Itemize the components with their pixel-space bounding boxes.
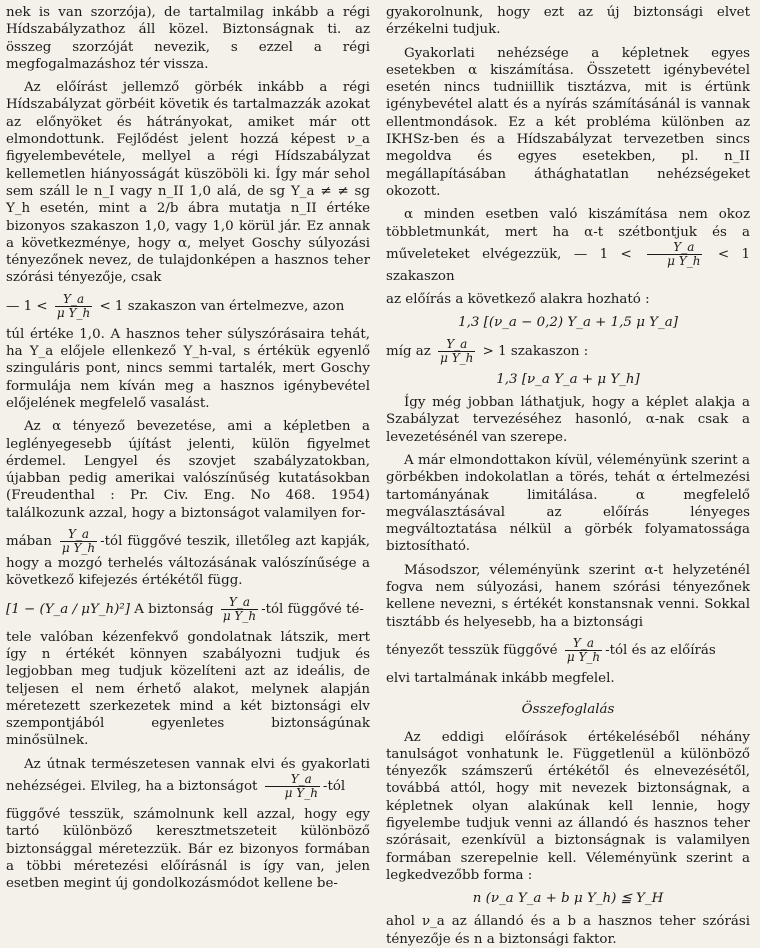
fraction: $\frac{Y\_a}{\text{μ Y\_h}}$ (440, 336, 474, 365)
text-span: szakaszon van értelmezve, azon (127, 298, 345, 314)
fraction: $\frac{Y\_a}{\text{μ Y\_h}}$ (222, 594, 257, 623)
inequality-right: > 1 (482, 343, 507, 359)
inequality-right: < 1 (717, 246, 750, 262)
paragraph: nek is van szorzója), de tartalmilag inkább a régi Hídszabályzathoz áll közel. Biztonságnak ti. az összeg szorzóját nevezik, s ezzel a régi megfogalmazáshoz tér vissza. (6, 5, 370, 72)
text-span: α minden esetben való kiszámítása nem okoz többletmunkát, mert ha α-t szétbontjuk és a műveleteket elvégezzük, (386, 207, 750, 262)
formula-2: 1,3 [ν_a Y_a + μ Y_h] (496, 371, 640, 387)
inline-formula-line (386, 338, 750, 365)
right-column (386, 4, 750, 947)
fraction: $\frac{Y\_a}{\text{μ Y\_h}}$ (61, 527, 96, 556)
text-span: mában (6, 534, 52, 550)
paragraph: az előírás a következő alakra hozható : (386, 292, 650, 308)
bracket-expression: [1 − (Y_a / μY_h)²] (6, 601, 130, 617)
paragraph: tele valóban kézenfekvő gondolatnak látszik, mert így n értékét könnyen szabályozni tudjuk és legjobban meg tudjuk közelíteni azt az ideális, de teljesen el nem érhető alakot, melynek alapján méretezett szerkezetek mind a két biztonsági elv szempontjából egyenletes biztonságúnak minősülnek. (6, 629, 370, 749)
paragraph: függővé tesszük, számolnunk kell azzal, hogy egy tartó különböző keresztmetszeteit különböző biztonsággal méretezzük. Bár ez bizonyos formában a többi méretezési előírásnál is így van, jelen esetben megint új gondolkozásmódot kellene be- (6, 806, 370, 892)
fraction: $\frac{Y\_a}{\text{μ Y\_h}}$ (647, 241, 702, 268)
text-span: szakaszon : (510, 343, 589, 359)
text-span: A biztonság (134, 601, 214, 617)
paragraph: gyakorolnunk, hogy ezt az új biztonsági elvet érzékelni tudjuk. (386, 5, 750, 38)
text-span: -tól és az előírás (605, 642, 716, 658)
paragraph: Így még jobban láthatjuk, hogy a képlet alakja a Szabályzat tervezéséhez hasonló, α-nak csak a levezetésénél van szerepe. (386, 395, 750, 445)
inline-formula-line (386, 206, 750, 285)
text-span: szakaszon (386, 268, 455, 284)
text-span: míg az (386, 343, 431, 359)
paragraph: Gyakorlati nehézsége a képletnek egyes esetekben α kiszámítása. Összetett igénybevétel esetén nincs tudniillik tisztázva, mit is értünk igénybevétel alatt és a nyírás számításánál is vannak ellentmondások. Ez a két probléma különben az IKHSz-ben és a Hídszabályzat tervezetben sincs megoldva és egyes esetekben, pl. n_II megállapításában áthághatatlan nehézségeket okozott. (386, 45, 750, 199)
paragraph: elvi tartalmának inkább megfelel. (386, 670, 615, 686)
paragraph: túl értéke 1,0. A hasznos teher súlyszórásaira tehát, ha Y_a előjele ellenkező Y_h-val, s értékük egyenlő szinguláris pont, nincs semmi tartalék, mert Goschy formulája nem kíván meg a hasznos igénybevétel előjelének megfelelő vasalást. (6, 326, 370, 411)
text-span: -tól függővé teszik, illetőleg azt kapják, hogy a mozgó terhelés változásának valószínűsége a következő kifejezés értékétől függ. (6, 534, 370, 589)
paragraph: ahol ν_a az állandó és a b a hasznos teher szórási tényezője és n a biztonsági faktor. (386, 914, 750, 947)
inequality-right: < 1 (99, 298, 124, 314)
text-span: -tól (322, 778, 346, 794)
text-span: -tól függővé té- (261, 601, 364, 617)
left-column (6, 4, 370, 892)
section-title: Összefoglalás (521, 702, 615, 718)
fraction: $\frac{Y\_a}{\text{μ Y\_h}}$ (566, 635, 601, 664)
inequality-line (6, 293, 370, 320)
inline-formula-line (6, 528, 370, 590)
inline-formula-line (386, 637, 750, 664)
fraction: $\frac{Y\_a}{\text{μ Y\_h}}$ (265, 773, 320, 800)
text-span: tényezőt tesszük függővé (386, 642, 558, 658)
formula-1: 1,3 [(ν_a − 0,2) Y_a + 1,5 μ Y_a] (458, 315, 678, 331)
paragraph: Másodszor, véleményünk szerint α-t helyzeténél fogva nem súlyozási, hanem szórási tényezőnek kellene nevezni, s értékét konstansnak venni. Sokkal tisztább és helyesebb, ha a biztonsági (386, 562, 750, 630)
fraction: $\frac{Y\_a}{\text{μ Y\_h}}$ (56, 291, 91, 320)
paragraph: A már elmondottakon kívül, véleményünk szerint a görbékben indokolatlan a törés, tehát α értelmezési tartományának limitálása. α megfelelő megválasztásával az előírás lényeges megváltoztatása nélkül a görbék folyamatossága biztosítható. (386, 452, 750, 555)
formula-3: n (ν_a Y_a + b μ Y_h) ≦ Y_H (472, 891, 664, 907)
text-span: Az útnak természetesen vannak elvi és gyakorlati nehézségei. Elvileg, ha a biztonságot (6, 756, 370, 794)
inline-formula-line (6, 756, 370, 800)
inline-formula-line (6, 596, 370, 623)
paragraph: Az előírást jellemző görbék inkább a régi Hídszabályzat görbéit követik és tartalmazzák azokat az előnyöket és hátrányokat, amiket már ott elmondottunk. Fejlődést jelent hozzá képest ν_a figyelembevétele, mellyel a régi Hídszabályzat kellemetlen hiányosságát küszöböli ki. Így már sehol sem száll le n_I vagy n_II 1,0 alá, de sg Y_a ≠ ≠ sg Y_h esetén, mint a 2/b ábra mutatja n_II értéke bizonyos szakaszon 1,0, vagy 1,0 körül jár. Ez annak a következménye, hogy α, melyet Goschy súlyozási tényezőnek nevez, de tulajdonképen a hasznos teher szórási tényezője, csak (6, 80, 370, 286)
paragraph: Az eddigi előírások értékeléséből néhány tanulságot vonhatunk le. Függetlenül a különböző tényezők számszerű értékétől és elnevezésétől, továbbá attól, hogy mit nevezek biztonságnak, a képletnek olyan alakúnak kell lennie, hogy figyelembe tudjuk venni az állandó és hasznos teher szórásait, ezenkívül a biztonságnak is valamilyen formában szerepelnie kell. Véleményünk szerint a legkedvezőbb forma : (386, 729, 750, 883)
paragraph: Az α tényező bevezetése, ami a képletben a leglényegesebb újítást jelenti, külön figyelmet érdemel. Lengyel és szovjet szabályzatokban, újabban pedig amerikai valószínűség kutatásokban (Freudenthal : Pr. Civ. Eng. No 468. 1954) találkozunk azzal, hogy a biztonságot valamilyen for- (6, 419, 370, 521)
inequality-left: — 1 < (573, 246, 632, 262)
inequality-left: — 1 < (6, 298, 48, 314)
